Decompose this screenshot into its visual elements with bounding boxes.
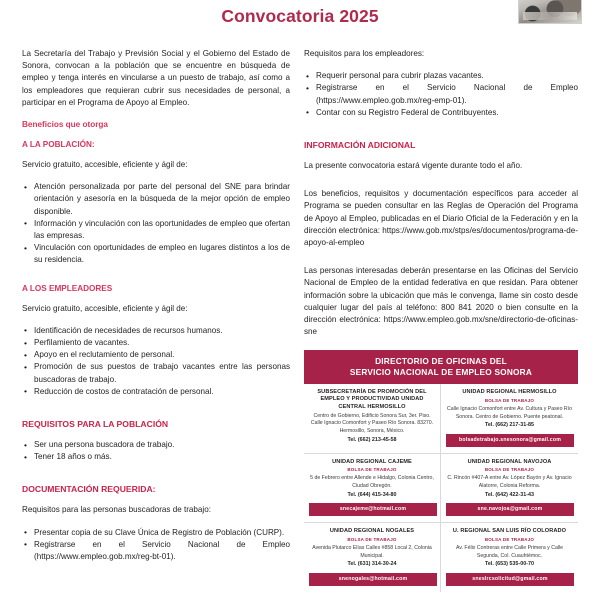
office-phone: Tel. (642) 422-31-43 xyxy=(484,491,535,498)
list-item: • Ser una persona buscadora de trabajo. xyxy=(33,439,290,451)
office-subtitle: BOLSA DE TRABAJO xyxy=(484,536,535,542)
heading-documentacion-requerida: DOCUMENTACIÓN REQUERIDA: xyxy=(22,484,156,495)
right-column xyxy=(304,48,578,592)
content-columns xyxy=(0,48,600,592)
directory-banner-line1: DIRECTORIO DE OFICINAS DEL xyxy=(375,356,507,367)
office-name: UNIDAD REGIONAL NAVOJOA xyxy=(467,458,552,465)
empleadores-benefit-list xyxy=(22,325,290,398)
list-item: • Presentar copia de su Clave Única de Registro de Población (CURP). xyxy=(33,527,290,539)
info-paragraph-1: La presente convocatoria estará vigente durante todo el año. xyxy=(304,161,523,171)
document-header xyxy=(0,0,600,44)
list-item: • Contar con su Registro Federal de Contribuyentes. xyxy=(315,107,578,119)
office-name: UNIDAD REGIONAL HERMOSILLO xyxy=(462,389,557,396)
directory-office-cell xyxy=(441,384,578,453)
office-address: 5 de Febrero entre Allende e Hidalgo, Colonia Centro, Ciudad Obregón. xyxy=(310,475,434,490)
office-address: C. Rincón #407-A entre Av. López Bayón y Av. Ignacio Alatorre, Colonia Reforma. xyxy=(447,475,572,490)
list-item: • Atención personalizada por parte del personal del SNE para brindar orientación y asesoría en la búsqueda de la mejor opción de empleo disponible. xyxy=(33,181,290,218)
header-photo xyxy=(518,0,582,24)
directory-banner-line2: SERVICIO NACIONAL DE EMPLEO SONORA xyxy=(349,366,533,377)
empleadores-requisitos-list xyxy=(304,70,578,119)
directory-office-cell xyxy=(304,454,441,523)
requisitos-poblacion-list xyxy=(22,439,290,463)
office-subtitle: BOLSA DE TRABAJO xyxy=(347,467,397,473)
documentacion-list xyxy=(22,527,290,564)
directory-office-cell xyxy=(441,454,578,523)
info-paragraph-2: Los beneficios, requisitos y documentación específicos para acceder al Programa se pueden consultar en las Reglas de Operación del Programa de Apoyo al Empleo, publicadas en el Diario Oficial de la Federación y en la dirección electrónica: https://www.gob.mx/stps/es/documentos/programa-de-apoyo-al-empleo xyxy=(304,189,578,248)
list-item: • Apoyo en el reclutamiento de personal. xyxy=(33,349,290,361)
list-item: • Registrarse en el Servicio Nacional de Empleo (https://www.empleo.gob.mx/reg-bt-01). xyxy=(33,539,290,563)
office-phone: Tel. (653) 535-00-70 xyxy=(484,561,535,568)
office-address: Avenida Plutarco Elías Calles #858 Local 2, Colonia Municipal. xyxy=(312,544,432,559)
poblacion-lead: Servicio gratuito, accesible, eficiente y ágil de: xyxy=(22,160,188,170)
list-item: • Vinculación con oportunidades de empleo en lugares distintos a los de su residencia. xyxy=(33,242,290,266)
office-subtitle: BOLSA DE TRABAJO xyxy=(347,536,397,542)
heading-informacion-adicional: INFORMACIÓN ADICIONAL xyxy=(304,140,416,151)
list-item: • Promoción de sus puestos de trabajo vacantes entre las personas buscadoras de trabajo. xyxy=(33,361,290,385)
empleadores-requisitos-lead: Requisitos para los empleadores: xyxy=(304,49,425,58)
office-name: U. REGIONAL SAN LUIS RÍO COLORADO xyxy=(452,528,567,535)
page-title: Convocatoria 2025 xyxy=(221,6,379,26)
list-item: • Perfilamiento de vacantes. xyxy=(33,337,290,349)
list-item: • Requerir personal para cubrir plazas vacantes. xyxy=(315,70,578,82)
heading-a-la-poblacion: A LA POBLACIÓN: xyxy=(22,140,95,150)
left-column xyxy=(22,48,290,592)
office-name: UNIDAD REGIONAL NOGALES xyxy=(329,528,415,535)
office-address: Av. Félix Contreras entre Calle Primera y Calle Segunda, Col. Cuauhtémoc. xyxy=(455,544,564,559)
poblacion-benefit-list xyxy=(22,181,290,266)
office-address: Centro de Gobierno, Edificio Sonora Sur, 3er. Piso. Calle Ignacio Comonfort y Paseo Río Sonora. 83270. Hermosillo, Sonora, México. xyxy=(310,412,434,435)
directory-office-cell xyxy=(304,384,441,453)
office-email-button[interactable]: snenogales@hotmail.com xyxy=(309,573,437,586)
list-item: • Registrarse en el Servicio Nacional de Empleo (https://www.empleo.gob.mx/reg-emp-01). xyxy=(315,82,578,106)
office-phone: Tel. (662) 213-45-58 xyxy=(347,436,397,443)
office-email-button[interactable]: bolsadetrabajo.snesonora@gmail.com xyxy=(446,434,574,447)
office-phone: Tel. (631) 314-30-24 xyxy=(347,561,397,568)
list-item: • Reducción de costos de contratación de personal. xyxy=(33,386,290,398)
office-phone: Tel. (662) 217-31-85 xyxy=(484,422,535,429)
directory-office-cell xyxy=(304,523,441,591)
heading-a-los-empleadores: A LOS EMPLEADORES xyxy=(22,283,113,293)
office-address: Calle Ignacio Comonfort entre Av. Cultura y Paseo Río Sonora. Centro de Gobierno. Puente peatonal. xyxy=(447,405,572,420)
list-item: • Identificación de necesidades de recursos humanos. xyxy=(33,325,290,337)
office-phone: Tel. (644) 415-34-80 xyxy=(347,491,397,498)
empleadores-lead: Servicio gratuito, accesible, eficiente y ágil de: xyxy=(22,303,188,313)
directory-table xyxy=(304,350,578,591)
office-email-button[interactable]: snecajeme@hotmail.com xyxy=(309,503,437,516)
directory-grid xyxy=(304,384,578,591)
intro-paragraph: La Secretaría del Trabajo y Previsión Social y el Gobierno del Estado de Sonora, convocan a la población que se encuentre en búsqueda de empleo y tenga interés en vincularse a un puesto de trabajo, así como a los empleadores que requieran cubrir sus necesidades de personal, a participar en el Programa de Apoyo al Empleo. xyxy=(22,49,290,107)
office-name: SUBSECRETARÍA DE PROMOCIÓN DEL EMPLEO Y PRODUCTIVIDAD UNIDAD CENTRAL HERMOSILLO xyxy=(317,389,427,410)
info-paragraph-3: Las personas interesadas deberán presentarse en las Oficinas del Servicio Nacional de Empleo de la entidad federativa en que residan. Para obtener información sobre la ubicación que más le convenga, llame sin costo desde cualquier lugar del país al teléfono: 800 841 2020 o bien consulte en la dirección electrónica: https://www.empleo.gob.mx/sne/directorio-de-oficinas-sne xyxy=(304,266,578,337)
office-email-button[interactable]: sne.navojoa@gmail.com xyxy=(446,503,574,516)
list-item: • Tener 18 años o más. xyxy=(33,451,290,463)
office-name: UNIDAD REGIONAL CAJEME xyxy=(332,458,412,465)
office-subtitle: BOLSA DE TRABAJO xyxy=(484,467,535,473)
list-item: • Información y vinculación con las oportunidades de empleo que ofertan las empresas. xyxy=(33,218,290,242)
heading-requisitos-poblacion: REQUISITOS PARA LA POBLACIÓN xyxy=(22,419,169,430)
directory-office-cell xyxy=(441,523,578,591)
documentacion-lead: Requisitos para las personas buscadoras de trabajo: xyxy=(22,505,211,515)
office-email-button[interactable]: sneslrcsolicitud@gmail.com xyxy=(446,573,574,586)
heading-beneficios: Beneficios que otorga xyxy=(22,120,108,130)
directory-banner xyxy=(304,350,578,384)
office-subtitle: BOLSA DE TRABAJO xyxy=(484,397,535,403)
